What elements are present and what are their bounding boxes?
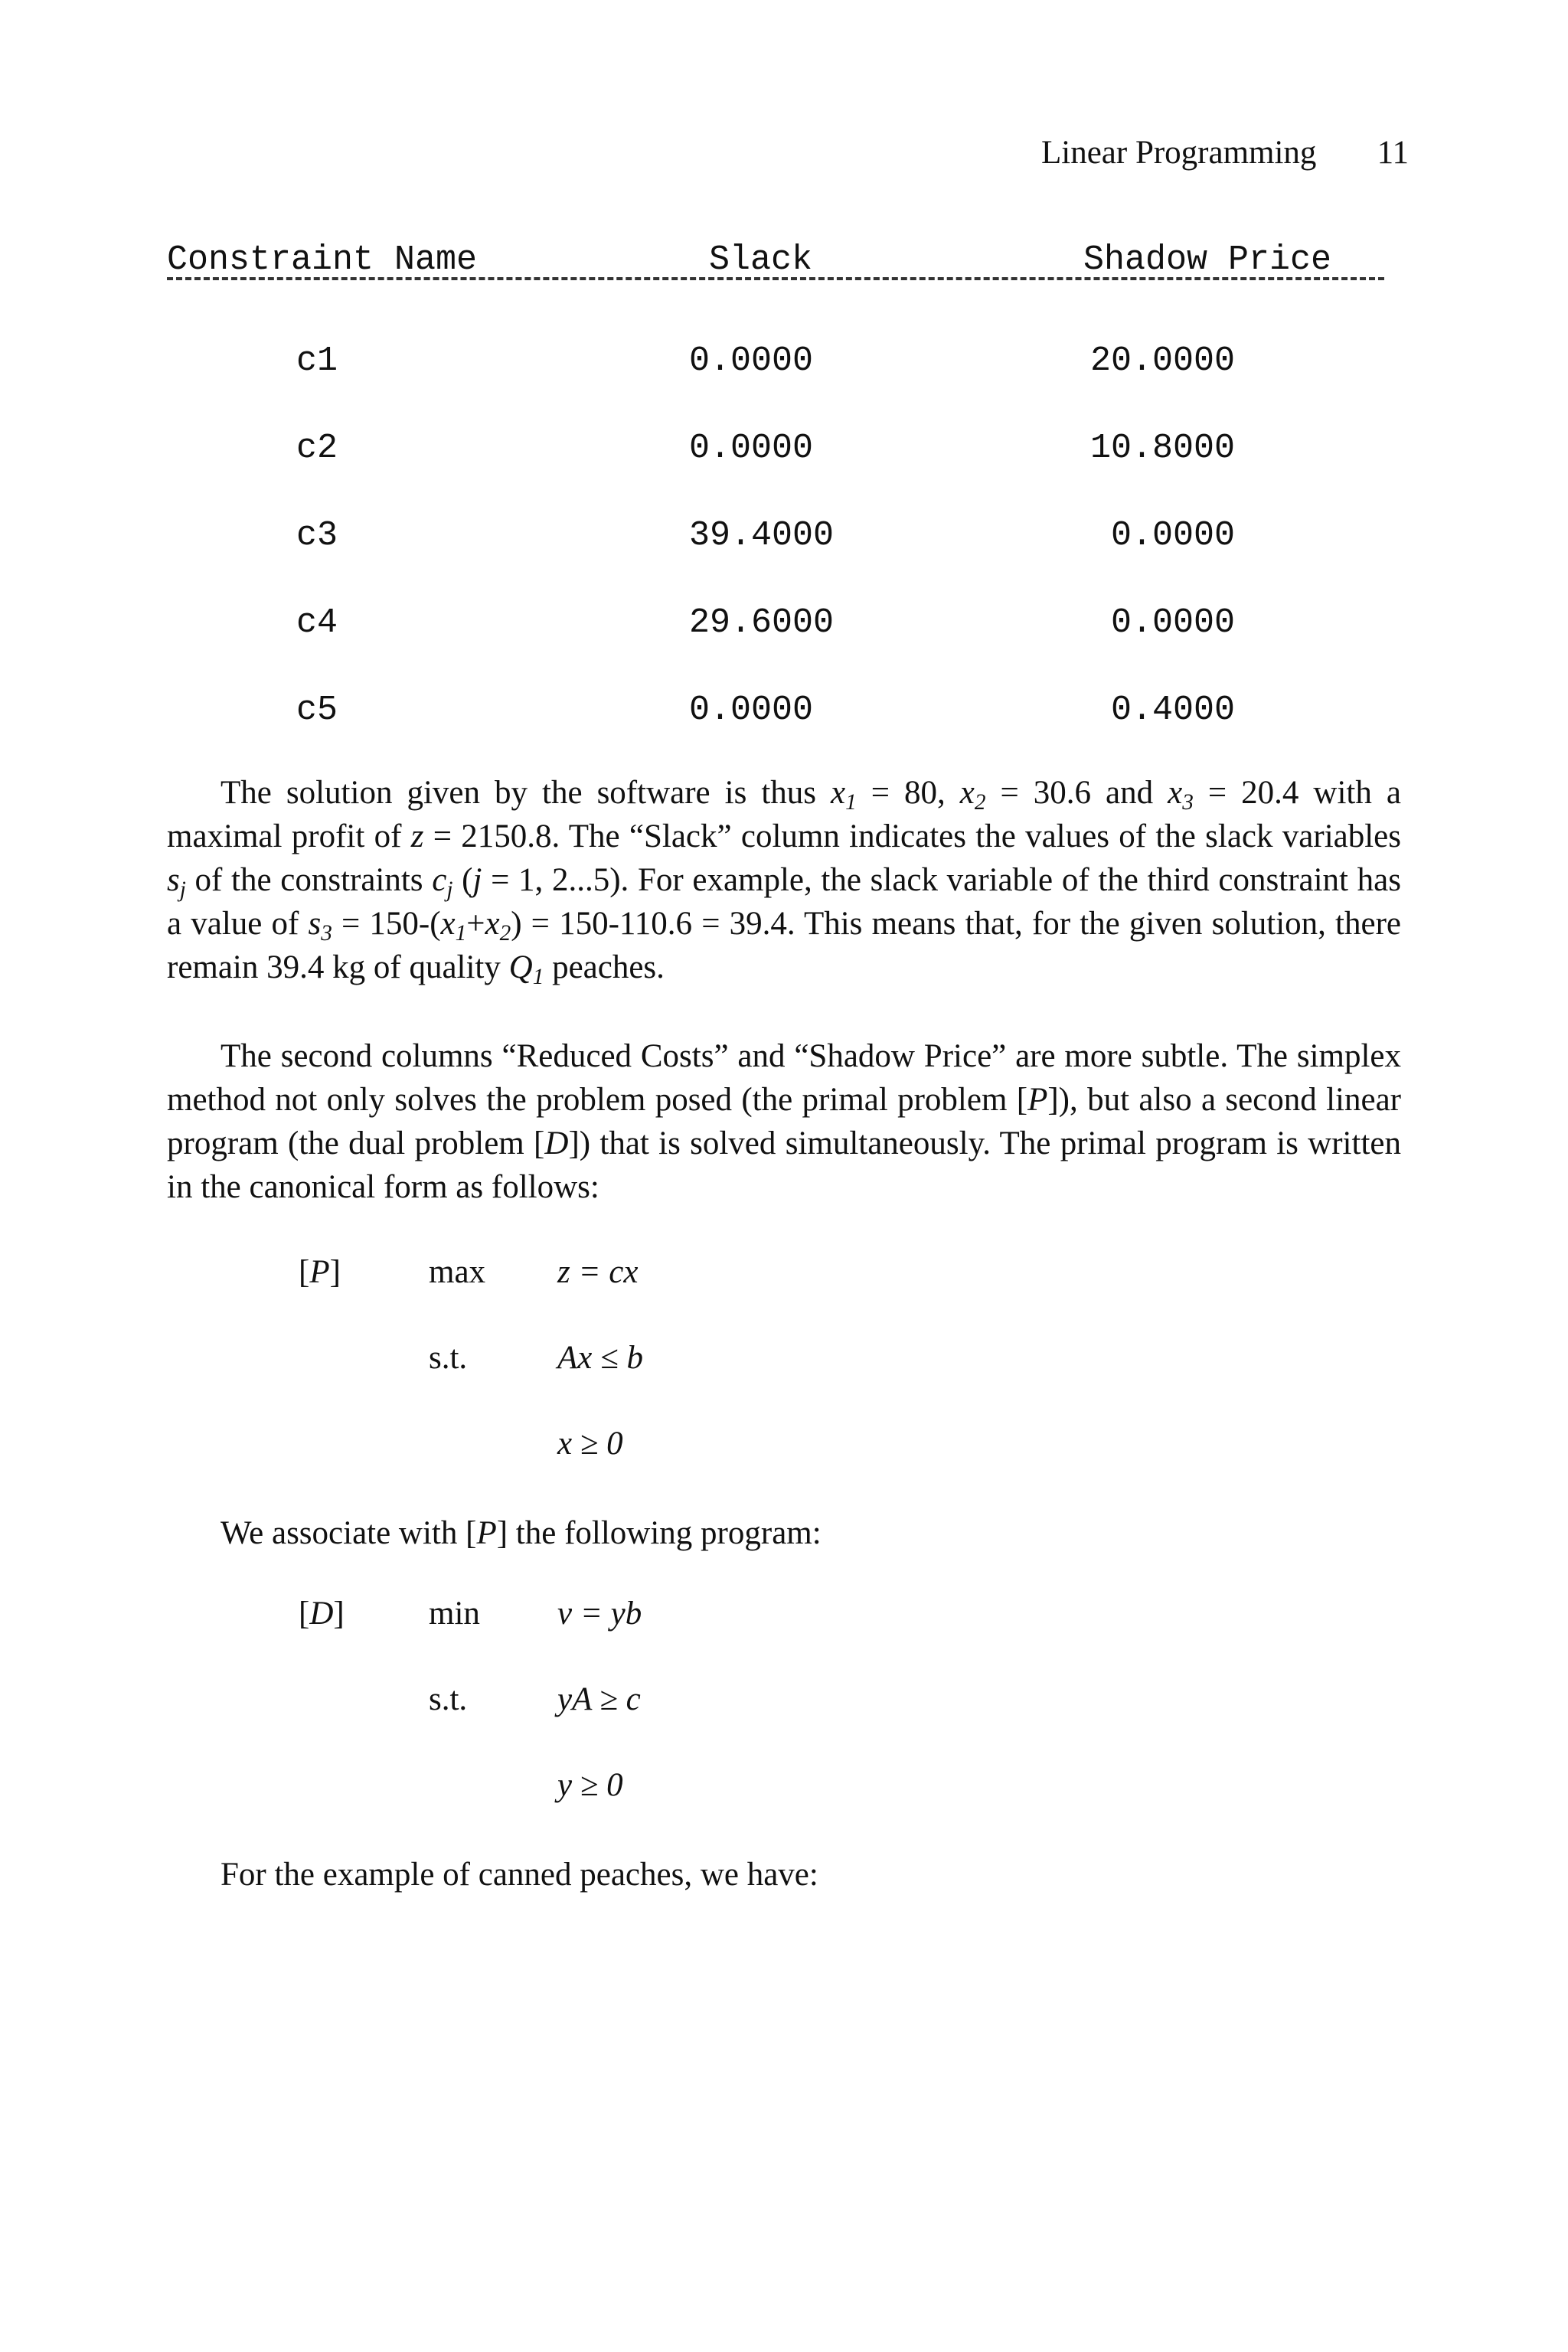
constraint-name-cell: c4 [296,603,338,642]
dual-objective-op: min [429,1596,480,1632]
shadow-price-cell: 0.4000 [1110,691,1235,730]
slack-cell: 0.0000 [689,691,814,730]
constraint-name-cell: c3 [296,516,338,555]
shadow-price-cell: 0.0000 [1110,603,1235,642]
primal-objective: z = cx [557,1254,639,1290]
primal-objective-op: max [429,1254,486,1290]
dual-intro-paragraph: The second columns “Reduced Costs” and “Shadow Price” are more subtle. The simplex method not only solves the problem posed (the primal problem [P]), but also a second linear program (the dual problem [D]) that is solved simultaneously. The primal program is written in the canonical form as follows: [167,1038,1401,1205]
shadow-price-cell: 0.0000 [1110,516,1235,555]
example-paragraph: For the example of canned peaches, we have: [220,1857,818,1893]
solution-paragraph: The solution given by the software is thus $x_1 = 80$, $x_2 = 30.6$ and $x_3 = 20.4$ with a maximal profit of z = 2150.8. The “Slack” column indicates the values of the slack variables $s_j$ of the constraints $c_j$ (j = 1, 2...5). For example, the slack variable of the third constraint has a value of $s_3 = 150-(x_1+x_2) = 150-110.6 = 39.4$. This means that, for the given solution, there remain 39.4 kg of quality $Q_1$ peaches. [167,775,1401,990]
primal-label: [P] [299,1254,341,1290]
slack-cell: 0.0000 [689,429,814,468]
page-number: 11 [1377,135,1409,171]
dual-label: [D] [299,1596,345,1632]
slack-cell: 0.0000 [689,341,814,381]
primal-nonnegativity: x ≥ 0 [557,1426,623,1462]
table-header-constraint-name: Constraint Name [167,240,478,279]
table-header-shadow-price: Shadow Price [1083,240,1332,279]
primal-constraint: Ax ≤ b [557,1340,643,1376]
table-divider [167,277,1384,280]
constraint-name-cell: c2 [296,429,338,468]
primal-subject-to: s.t. [429,1340,468,1376]
table-header-slack: Slack [709,240,813,279]
shadow-price-cell: 20.0000 [1089,341,1235,381]
constraint-name-cell: c1 [296,341,338,381]
constraint-name-cell: c5 [296,691,338,730]
dual-constraint: yA ≥ c [557,1681,641,1717]
dual-nonnegativity: y ≥ 0 [557,1767,623,1803]
slack-cell: 39.4000 [689,516,835,555]
dual-subject-to: s.t. [429,1681,468,1717]
associate-paragraph: We associate with [P] the following program: [220,1515,822,1551]
slack-cell: 29.6000 [689,603,835,642]
running-title: Linear Programming [1041,135,1317,171]
shadow-price-cell: 10.8000 [1089,429,1235,468]
dual-objective: v = yb [557,1596,642,1632]
